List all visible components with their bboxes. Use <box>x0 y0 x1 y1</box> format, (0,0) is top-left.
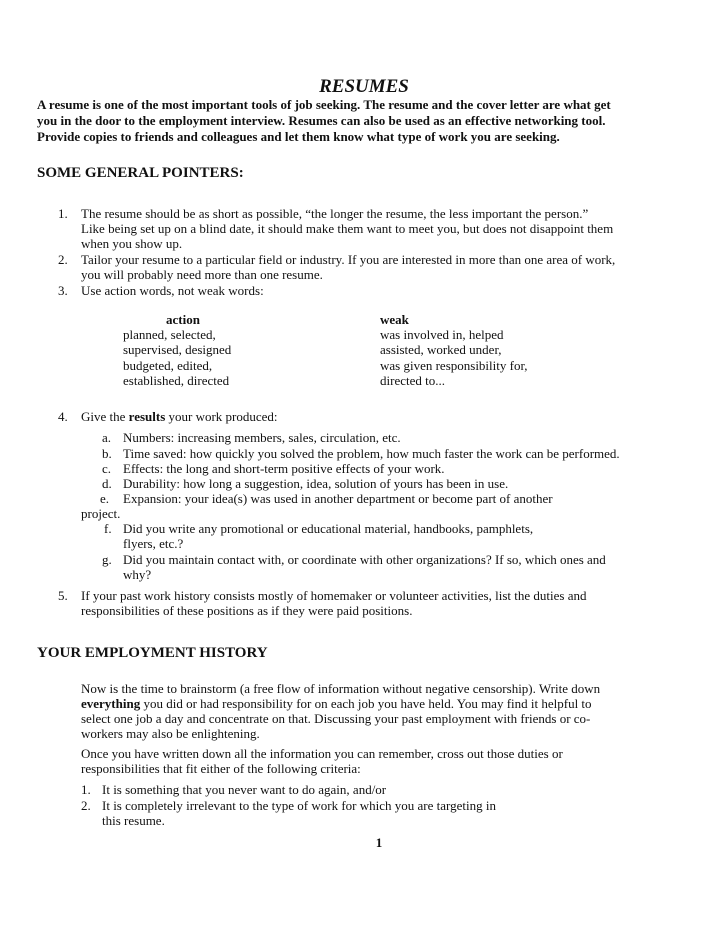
sub-letter: b. <box>102 446 112 461</box>
list-number: 2. <box>58 252 68 267</box>
section-heading-history: YOUR EMPLOYMENT HISTORY <box>37 645 268 661</box>
sub-letter: c. <box>102 461 112 476</box>
paragraph-line: responsibilities that fit either of the following criteria: <box>81 761 361 776</box>
section-heading-pointers: SOME GENERAL POINTERS: <box>37 165 244 181</box>
list-item-text: Like being set up on a blind date, it should make them want to meet you, but does not disappoint them <box>81 221 614 236</box>
table-cell: established, directed <box>123 373 230 388</box>
paragraph-line <box>81 696 592 711</box>
paragraph-line: workers may also be enlightening. <box>81 726 260 741</box>
table-cell: supervised, designed <box>123 342 232 357</box>
page-title: RESUMES <box>319 76 409 97</box>
list-number: 3. <box>58 283 68 298</box>
list-item-text: The resume should be as short as possible, “the longer the resume, the less important the person.” <box>81 206 589 221</box>
list-item-text: this resume. <box>102 813 165 828</box>
list-item-text: you will probably need more than one resume. <box>81 267 323 282</box>
text: Give the <box>81 409 129 424</box>
sub-item-text: Effects: the long and short-term positive effects of your work. <box>123 461 445 476</box>
list-item-text: when you show up. <box>81 236 183 251</box>
table-cell: directed to... <box>380 373 445 388</box>
table-cell: assisted, worked under, <box>380 342 502 357</box>
table-header-action: action <box>166 312 200 327</box>
emphasis-results: results <box>128 409 166 424</box>
intro-line: Provide copies to friends and colleagues and let them know what type of work you are seeking. <box>37 129 560 144</box>
list-item-text: Tailor your resume to a particular field or industry. If you are interested in more than one area of work, <box>81 252 616 267</box>
emphasis-everything: everything <box>81 696 141 711</box>
sub-letter: d. <box>102 476 112 491</box>
paragraph-line: select one job a day and concentrate on that. Discussing your past employment with friends or co- <box>81 711 591 726</box>
text: you did or had responsibility for on each job you have held. You may find it helpful to <box>140 696 592 711</box>
list-number: 1. <box>58 206 68 221</box>
paragraph-line: Now is the time to brainstorm (a free flow of information without negative censorship). Write down <box>81 681 601 696</box>
sub-item-text: Durability: how long a suggestion, idea, solution of yours has been in use. <box>123 476 509 491</box>
table-cell: was given responsibility for, <box>380 358 528 373</box>
list-item-text: responsibilities of these positions as if they were paid positions. <box>81 603 413 618</box>
table-cell: budgeted, edited, <box>123 358 213 373</box>
sub-item-text: Expansion: your idea(s) was used in another department or become part of another <box>123 491 553 506</box>
sub-item-text: Did you write any promotional or educational material, handbooks, pamphlets, <box>123 521 534 536</box>
list-number: 2. <box>81 798 91 813</box>
list-number: 4. <box>58 409 68 424</box>
paragraph-line: Once you have written down all the information you can remember, cross out those duties or <box>81 746 563 761</box>
sub-item-text: flyers, etc.? <box>123 536 184 551</box>
list-number: 5. <box>58 588 68 603</box>
list-number: 1. <box>81 782 91 797</box>
table-header-weak: weak <box>380 312 409 327</box>
table-cell: planned, selected, <box>123 327 216 342</box>
sub-item-text: Did you maintain contact with, or coordinate with other organizations? If so, which ones and <box>123 552 606 567</box>
sub-letter: g. <box>102 552 112 567</box>
list-item-text: If your past work history consists mostly of homemaker or volunteer activities, list the duties and <box>81 588 587 603</box>
sub-letter: a. <box>102 430 112 445</box>
list-item-text: It is completely irrelevant to the type of work for which you are targeting in <box>102 798 496 813</box>
list-item-text: It is something that you never want to do again, and/or <box>102 782 387 797</box>
table-cell: was involved in, helped <box>380 327 504 342</box>
sub-item-text: Numbers: increasing members, sales, circulation, etc. <box>123 430 401 445</box>
sub-item-text: project. <box>81 506 121 521</box>
sub-letter: e. <box>100 491 110 506</box>
sub-item-text: why? <box>123 567 152 582</box>
sub-letter: f. <box>104 521 112 536</box>
intro-line: A resume is one of the most important tools of job seeking. The resume and the cover letter are what get <box>37 97 611 112</box>
intro-line: you in the door to the employment interview. Resumes can also be used as an effective networking tool. <box>37 113 606 128</box>
list-item-text <box>81 409 278 424</box>
sub-item-text: Time saved: how quickly you solved the problem, how much faster the work can be performed. <box>123 446 620 461</box>
list-item-text: Use action words, not weak words: <box>81 283 264 298</box>
page-number: 1 <box>375 835 383 850</box>
text: your work produced: <box>165 409 278 424</box>
